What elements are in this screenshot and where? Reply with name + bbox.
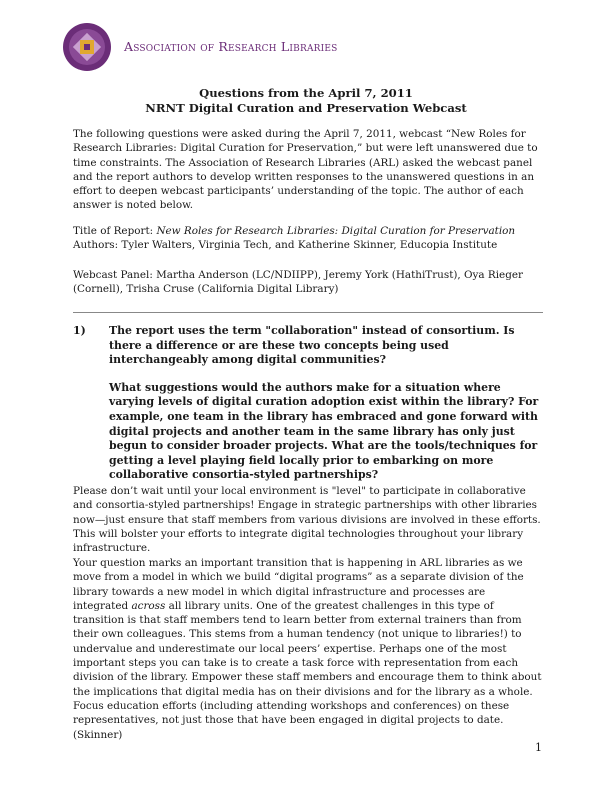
webcast-panel bbox=[73, 268, 543, 297]
question-part-1: The report uses the term "collaboration" instead of consortium. Is there a difference or are these two concepts being used interchangeably among digital communities? bbox=[109, 324, 515, 367]
document-title bbox=[0, 86, 612, 116]
organization-name: Association of Research Libraries bbox=[124, 39, 338, 54]
answer-1-text: Please don’t wait until your local environment is "level" to participate in collaborative and consortia-styled partnerships! Engage in strategic partnerships with other libraries now—just ensure that staff members from various divisions are involved in these efforts. This will bolster your efforts to integrate digital technologies throughout your library infrastructure. bbox=[73, 485, 541, 555]
answer-2-text bbox=[73, 556, 543, 742]
question-text bbox=[109, 324, 543, 483]
intro-paragraph bbox=[73, 127, 543, 213]
answer-2-emphasis: across bbox=[131, 599, 166, 612]
title-line-2: NRNT Digital Curation and Preservation Webcast bbox=[145, 101, 467, 115]
report-info bbox=[73, 224, 543, 253]
question-number: 1) bbox=[73, 324, 86, 337]
report-title-value: New Roles for Research Libraries: Digital Curation for Preservation bbox=[156, 225, 516, 237]
report-authors: Authors: Tyler Walters, Virginia Tech, and Katherine Skinner, Educopia Institute bbox=[73, 239, 498, 252]
intro-text: The following questions were asked during the April 7, 2011, webcast “New Roles for Research Libraries: Digital Curation for Preservation,” but were left unanswered due to time constraints. The Association of Research Libraries (ARL) asked the webcast panel and the report authors to develop written responses to the unanswered questions in an effort to deepen webcast participants’ understanding of the topic. The author of each answer is noted below. bbox=[73, 128, 538, 212]
answer-paragraph-2 bbox=[73, 556, 543, 742]
answer-2-part-b: all library units. One of the greatest challenges in this type of transition is that staff members tend to learn better from external trainers than from their own colleagues. This stems from a human tendency (not unique to libraries!) to undervalue and underestimate our local peers’ expertise. Perhaps one of the most important steps you can take is to create a task force with representation from each division of the library. Empower these staff members and encourage them to think about the implications that digital media has on their divisions and for the library as a whole. Focus education efforts (including attending workshops and conferences) on these representatives, not just those that have been engaged in digital projects to date. (Skinner) bbox=[73, 599, 542, 741]
arl-logo-icon bbox=[62, 22, 112, 72]
report-title-label: Title of Report: bbox=[73, 225, 157, 237]
question-part-2: What suggestions would the authors make for a situation where varying levels of digital curation adoption exist within the library? For example, one team in the library has embraced and gone forward with digital projects and another team in the same library has only just begun to consider broader projects. What are the tools/techniques for getting a level playing field locally prior to embarking on more collaborative consortia-styled partnerships? bbox=[109, 380, 539, 482]
panel-text: Webcast Panel: Martha Anderson (LC/NDIIPP), Jeremy York (HathiTrust), Oya Rieger (Cornell), Trisha Cruse (California Digital Library) bbox=[73, 269, 523, 296]
answer-2-part-a: Your question marks an important transition that is happening in ARL libraries as we move from a model in which we build “digital programs” as a separate division of the library towards a new model in which digital infrastructure and processes are integrated bbox=[73, 557, 524, 612]
page-number: 1 bbox=[535, 741, 542, 754]
page-header bbox=[62, 22, 562, 72]
answer-paragraph-1 bbox=[73, 484, 543, 555]
title-line-1: Questions from the April 7, 2011 bbox=[199, 86, 413, 100]
report-title bbox=[73, 224, 543, 238]
section-divider bbox=[73, 312, 543, 313]
